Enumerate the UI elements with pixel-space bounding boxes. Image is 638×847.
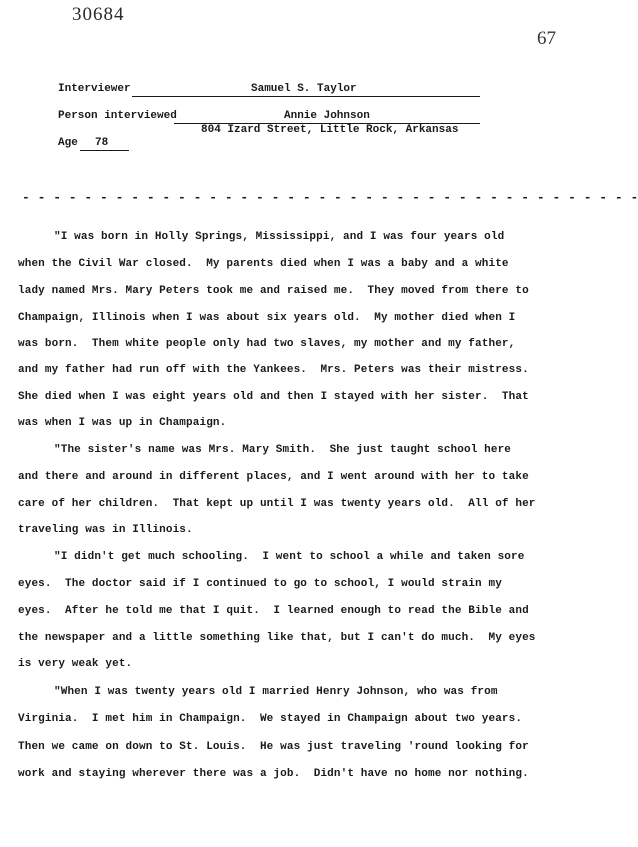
text-line: was when I was up in Champaign. <box>18 417 227 429</box>
age-label: Age <box>58 137 78 149</box>
interviewer-name: Samuel S. Taylor <box>251 83 357 95</box>
text-line: the newspaper and a little something like that, but I can't do much. My eyes <box>18 632 536 644</box>
text-line: was born. Them white people only had two slaves, my mother and my father, <box>18 338 516 350</box>
separator-line: - - - - - - - - - - - - - - - - - - - - - - - - - - - - - - - - - - - - - - - - <box>22 190 638 205</box>
text-line: work and staying wherever there was a job. Didn't have no home nor nothing. <box>18 768 529 780</box>
text-line: and my father had run off with the Yankees. Mrs. Peters was their mistress. <box>18 364 529 376</box>
text-line: eyes. After he told me that I quit. I learned enough to read the Bible and <box>18 605 529 617</box>
text-line: "I was born in Holly Springs, Mississippi, and I was four years old <box>54 231 505 243</box>
age-value: 78 <box>95 137 109 149</box>
text-line: care of her children. That kept up until I was twenty years old. All of her <box>18 498 536 510</box>
text-line: eyes. The doctor said if I continued to go to school, I would strain my <box>18 578 502 590</box>
person-address: 804 Izard Street, Little Rock, Arkansas <box>201 124 459 136</box>
text-line: "The sister's name was Mrs. Mary Smith. She just taught school here <box>54 444 512 456</box>
text-line: when the Civil War closed. My parents died when I was a baby and a white <box>18 258 509 270</box>
text-line: "When I was twenty years old I married Henry Johnson, who was from <box>54 686 498 698</box>
text-line: and there and around in different places, and I went around with her to take <box>18 471 529 483</box>
text-line: "I didn't get much schooling. I went to school a while and taken sore <box>54 551 525 563</box>
text-line: Virginia. I met him in Champaign. We stayed in Champaign about two years. <box>18 713 523 725</box>
text-line: Then we came on down to St. Louis. He was just traveling 'round looking for <box>18 741 529 753</box>
text-line: is very weak yet. <box>18 658 133 670</box>
text-line: lady named Mrs. Mary Peters took me and raised me. They moved from there to <box>18 285 529 297</box>
person-name: Annie Johnson <box>284 110 370 122</box>
text-line: She died when I was eight years old and then I stayed with her sister. That <box>18 391 529 403</box>
person-label: Person interviewed <box>58 110 177 122</box>
text-line: traveling was in Illinois. <box>18 524 193 536</box>
page-number: 67 <box>537 28 556 49</box>
age-underline <box>80 150 129 151</box>
text-line: Champaign, Illinois when I was about six years old. My mother died when I <box>18 312 516 324</box>
document-id: 30684 <box>72 4 125 25</box>
interviewer-underline <box>132 96 480 97</box>
interviewer-label: Interviewer <box>58 83 131 95</box>
